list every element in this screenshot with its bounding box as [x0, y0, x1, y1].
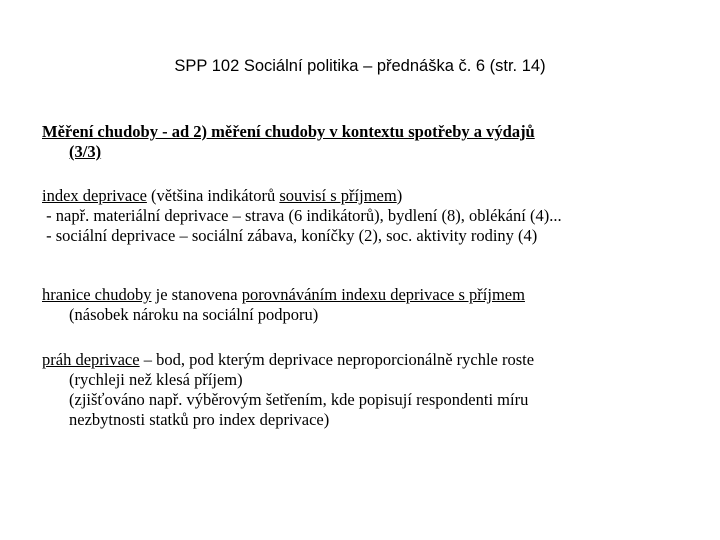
material-deprivation-bullet: - např. materiální deprivace – strava (6 indikátorů), bydlení (8), oblékání (4)... [42, 206, 562, 225]
section-title-line-1: Měření chudoby - ad 2) měření chudoby v kontextu spotřeby a výdajů [42, 122, 535, 141]
section-title [42, 122, 702, 162]
hranice-chudoby-term: hranice chudoby [42, 285, 152, 304]
index-deprivace-text-1: (většina indikátorů [146, 186, 280, 205]
prah-deprivace-line-4: nezbytnosti statků pro index deprivace) [69, 410, 330, 429]
hranice-chudoby-paragraph [42, 285, 702, 325]
hranice-chudoby-term-2: porovnáváním indexu deprivace s příjmem [241, 285, 525, 304]
hranice-chudoby-line [42, 285, 702, 305]
index-deprivace-paragraph [42, 186, 702, 246]
index-deprivace-line [42, 186, 702, 206]
prah-deprivace-text-1: – bod, pod kterým deprivace neproporcionálně rychle roste [139, 350, 535, 369]
slide-header: SPP 102 Sociální politika – přednáška č. 6 (str. 14) [174, 57, 546, 75]
hranice-chudoby-text-1: je stanovena [151, 285, 242, 304]
index-deprivace-text-2: ) [396, 186, 403, 205]
prah-deprivace-line [42, 350, 702, 370]
prah-deprivace-term: práh deprivace [42, 350, 140, 369]
section-title-line-2: (3/3) [69, 142, 102, 161]
index-deprivace-term: index deprivace [42, 186, 147, 205]
index-deprivace-term-2: souvisí s příjmem [279, 186, 397, 205]
hranice-chudoby-line-2: (násobek nároku na sociální podporu) [69, 305, 319, 324]
social-deprivation-bullet: - sociální deprivace – sociální zábava, koníčky (2), soc. aktivity rodiny (4) [42, 226, 538, 245]
prah-deprivace-paragraph [42, 350, 702, 430]
prah-deprivace-line-3: (zjišťováno např. výběrovým šetřením, kde popisují respondenti míru [69, 390, 529, 409]
prah-deprivace-line-2: (rychleji než klesá příjem) [69, 370, 243, 389]
